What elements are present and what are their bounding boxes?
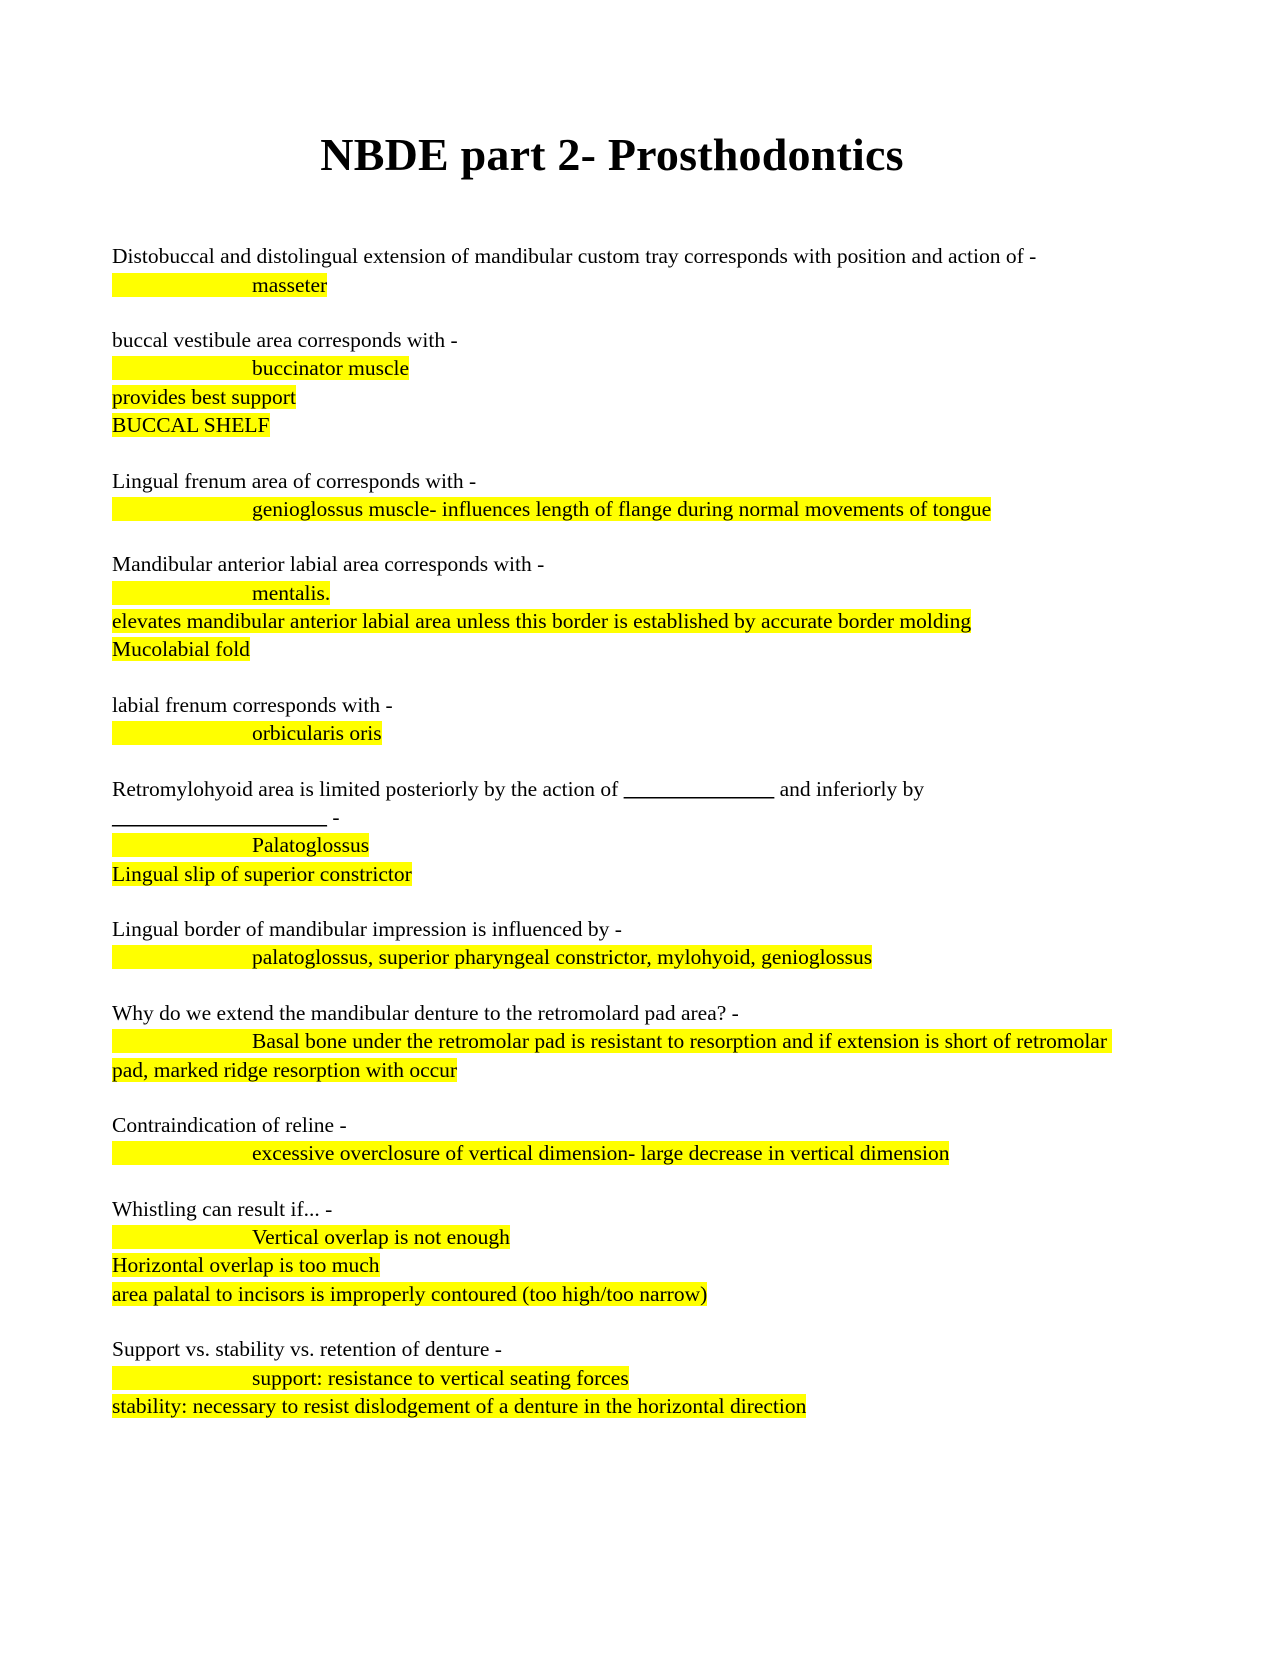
highlight-span: Horizontal overlap is too much	[112, 1253, 380, 1278]
question-line: buccal vestibule area corresponds with -	[112, 328, 458, 353]
note-block	[112, 1195, 1112, 1309]
notes-content	[112, 242, 1112, 1420]
highlight-span: Lingual slip of superior constrictor	[112, 861, 412, 886]
highlight-span: buccinator muscle	[112, 356, 409, 380]
question-line: Whistling can result if... -	[112, 1196, 333, 1221]
note-block	[112, 1335, 1112, 1420]
answer-line	[112, 1251, 1112, 1279]
highlight-span: orbicularis oris	[112, 721, 382, 745]
answer-line	[112, 1280, 1112, 1308]
highlight-span: support: resistance to vertical seating forces	[112, 1366, 629, 1390]
question-line: Distobuccal and distolingual extension of mandibular custom tray corresponds with position and action of -	[112, 244, 1037, 269]
question-line: Contraindication of reline -	[112, 1112, 347, 1137]
note-block	[112, 550, 1112, 664]
answer-line	[112, 607, 1112, 635]
question-line: labial frenum corresponds with -	[112, 692, 393, 717]
highlight-span: elevates mandibular anterior labial area unless this border is established by accurate border molding	[112, 609, 972, 634]
highlight-span: area palatal to incisors is improperly contoured (too high/too narrow)	[112, 1281, 708, 1306]
answer-line	[112, 495, 1112, 523]
note-block	[112, 915, 1112, 972]
question-line: Support vs. stability vs. retention of denture -	[112, 1337, 502, 1362]
highlight-span: Basal bone under the retromolar pad is resistant to resorption and if extension is short of retromolar pad, marked ridge resorption with occur	[112, 1029, 1113, 1082]
highlight-span: provides best support	[112, 384, 296, 409]
highlight-span: excessive overclosure of vertical dimension- large decrease in vertical dimension	[112, 1141, 949, 1165]
question-line: Mandibular anterior labial area corresponds with -	[112, 552, 545, 577]
answer-line	[112, 271, 1112, 299]
highlight-span: genioglossus muscle- influences length of flange during normal movements of tongue	[112, 497, 991, 521]
page-title: NBDE part 2- Prosthodontics	[320, 129, 904, 180]
highlight-span: mentalis.	[112, 581, 330, 605]
highlight-span: palatoglossus, superior pharyngeal constrictor, mylohyoid, genioglossus	[112, 945, 872, 969]
question-line: Lingual frenum area of corresponds with -	[112, 468, 477, 493]
highlight-span: stability: necessary to resist dislodgement of a denture in the horizontal direction	[112, 1393, 807, 1418]
answer-line	[112, 1392, 1112, 1420]
note-block	[112, 326, 1112, 440]
note-block	[112, 999, 1112, 1084]
note-block	[112, 775, 1112, 889]
question-line: Why do we extend the mandibular denture to the retromolard pad area? -	[112, 1000, 739, 1025]
note-block	[112, 691, 1112, 748]
highlight-span: BUCCAL SHELF	[112, 413, 270, 438]
note-block	[112, 467, 1112, 524]
note-block	[112, 242, 1112, 299]
answer-line	[112, 831, 1112, 859]
answer-line	[112, 383, 1112, 411]
highlight-span: Mucolabial fold	[112, 637, 250, 662]
answer-line	[112, 635, 1112, 663]
question-line: Lingual border of mandibular impression is influenced by -	[112, 917, 622, 942]
answer-line	[112, 1027, 1112, 1084]
answer-line	[112, 943, 1112, 971]
fill-in-blank: ______________	[623, 776, 775, 801]
answer-line	[112, 1223, 1112, 1251]
question-line: Retromylohyoid area is limited posteriorly by the action of ______________ and inferiorly by ____________________ -	[112, 776, 930, 829]
answer-line	[112, 411, 1112, 439]
answer-line	[112, 579, 1112, 607]
fill-in-blank: ____________________	[112, 804, 327, 829]
answer-line	[112, 719, 1112, 747]
answer-line	[112, 860, 1112, 888]
note-block	[112, 1111, 1112, 1168]
document-body	[112, 128, 1112, 1420]
answer-line	[112, 1364, 1112, 1392]
highlight-span: Vertical overlap is not enough	[112, 1225, 510, 1249]
answer-line	[112, 354, 1112, 382]
highlight-span: masseter	[112, 273, 327, 297]
answer-line	[112, 1139, 1112, 1167]
highlight-span: Palatoglossus	[112, 833, 369, 857]
